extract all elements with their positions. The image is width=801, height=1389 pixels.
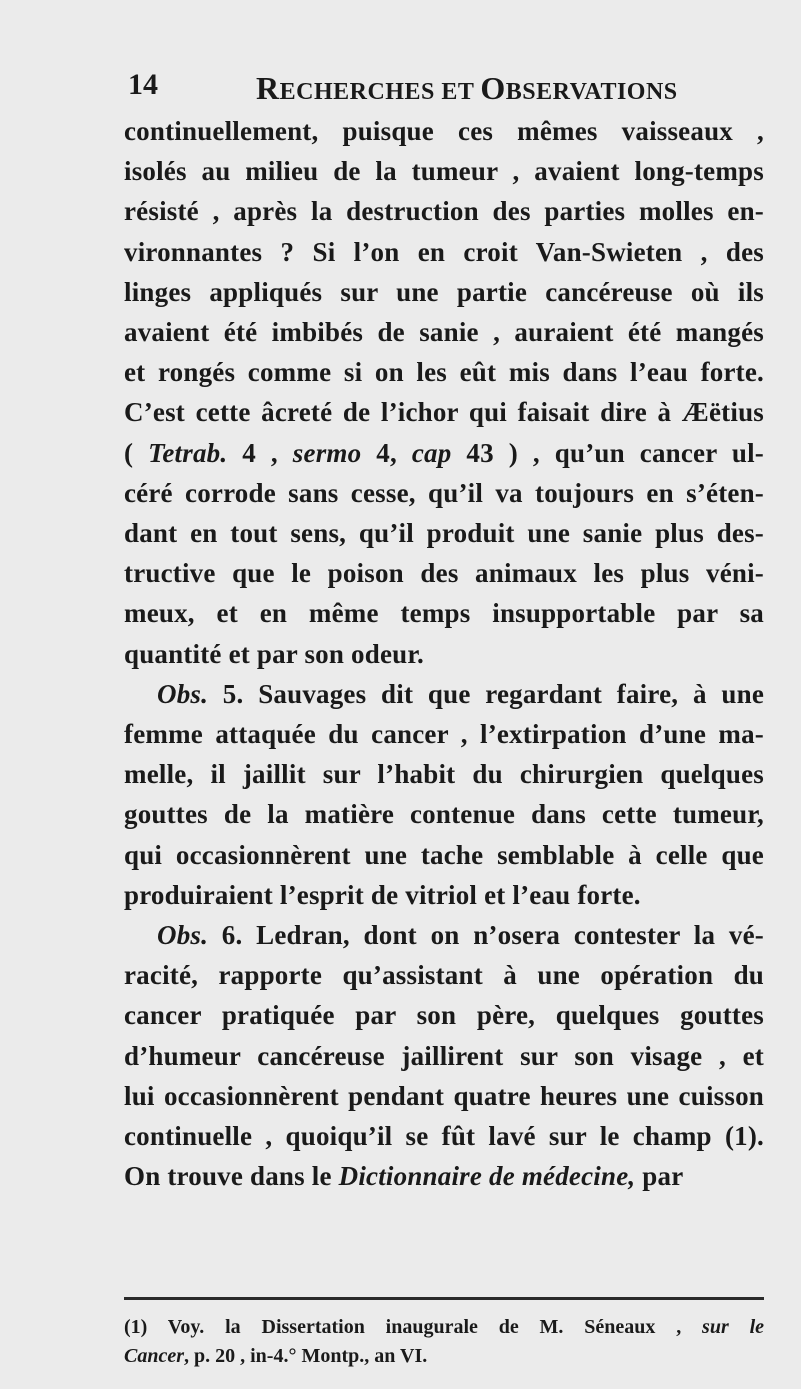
text-line: et rongés comme si on les eût mis dans l’eau forte. bbox=[124, 357, 764, 388]
text-line: qui occasionnèrent une tache semblable à celle que bbox=[124, 839, 764, 870]
text-line: C’est cette âcreté de l’ichor qui faisait dire à Æëtius bbox=[124, 397, 764, 428]
text-line: Obs. 6. Ledran, dont on n’osera contester la vé- bbox=[157, 920, 764, 950]
text-line: lui occasionnèrent pendant quatre heures une cuisson bbox=[124, 1080, 764, 1111]
text-line: ( Tetrab. 4 , sermo 4, cap 43 ) , qu’un cancer ul- bbox=[124, 437, 764, 468]
page-number: 14 bbox=[128, 68, 158, 101]
text-line: dant en tout sens, qu’il produit une sanie plus des- bbox=[124, 518, 764, 548]
text-line: isolés au milieu de la tumeur , avaient long-temps bbox=[124, 156, 764, 187]
footnote-rule bbox=[124, 1297, 764, 1300]
text-line: continuelle , quoiqu’il se fût lavé sur le champ (1). bbox=[124, 1121, 764, 1151]
text-line: Obs. 5. Sauvages dit que regardant faire, à une bbox=[157, 678, 764, 709]
running-title: RECHERCHES ET OBSERVATIONS bbox=[256, 70, 678, 106]
text-line: meux, et en même temps insupportable par sa bbox=[124, 598, 764, 629]
footnote-line: (1) Voy. la Dissertation inaugurale de M. Séneaux , sur le bbox=[124, 1316, 764, 1338]
text-line: racité, rapporte qu’assistant à une opération du bbox=[124, 960, 764, 991]
text-line: céré corrode sans cesse, qu’il va toujours en s’éten- bbox=[124, 477, 764, 508]
text-line: tructive que le poison des animaux les plus véni- bbox=[124, 558, 764, 589]
footnote-line: Cancer, p. 20 , in-4.° Montp., an VI. bbox=[124, 1345, 428, 1367]
text-line: résisté , après la destruction des parties molles en- bbox=[124, 196, 764, 227]
text-line: continuellement, puisque ces mêmes vaisseaux , bbox=[124, 116, 764, 146]
text-line: melle, il jaillit sur l’habit du chirurgien quelques bbox=[124, 759, 764, 790]
text-line: femme attaquée du cancer , l’extirpation d’une ma- bbox=[124, 719, 764, 749]
text-line: avaient été imbibés de sanie , auraient été mangés bbox=[124, 317, 764, 347]
text-line: d’humeur cancéreuse jaillirent sur son visage , et bbox=[124, 1040, 764, 1071]
text-line: produiraient l’esprit de vitriol et l’eau forte. bbox=[124, 879, 641, 910]
page-header bbox=[0, 68, 801, 108]
text-line: linges appliqués sur une partie cancéreuse où ils bbox=[124, 276, 764, 307]
text-line: On trouve dans le Dictionnaire de médecine, par bbox=[124, 1161, 684, 1192]
text-line: gouttes de la matière contenue dans cette tumeur, bbox=[124, 799, 764, 830]
text-line: cancer pratiquée par son père, quelques gouttes bbox=[124, 1000, 764, 1031]
text-line: quantité et par son odeur. bbox=[124, 638, 424, 669]
text-line: vironnantes ? Si l’on en croit Van-Swieten , des bbox=[124, 236, 764, 267]
